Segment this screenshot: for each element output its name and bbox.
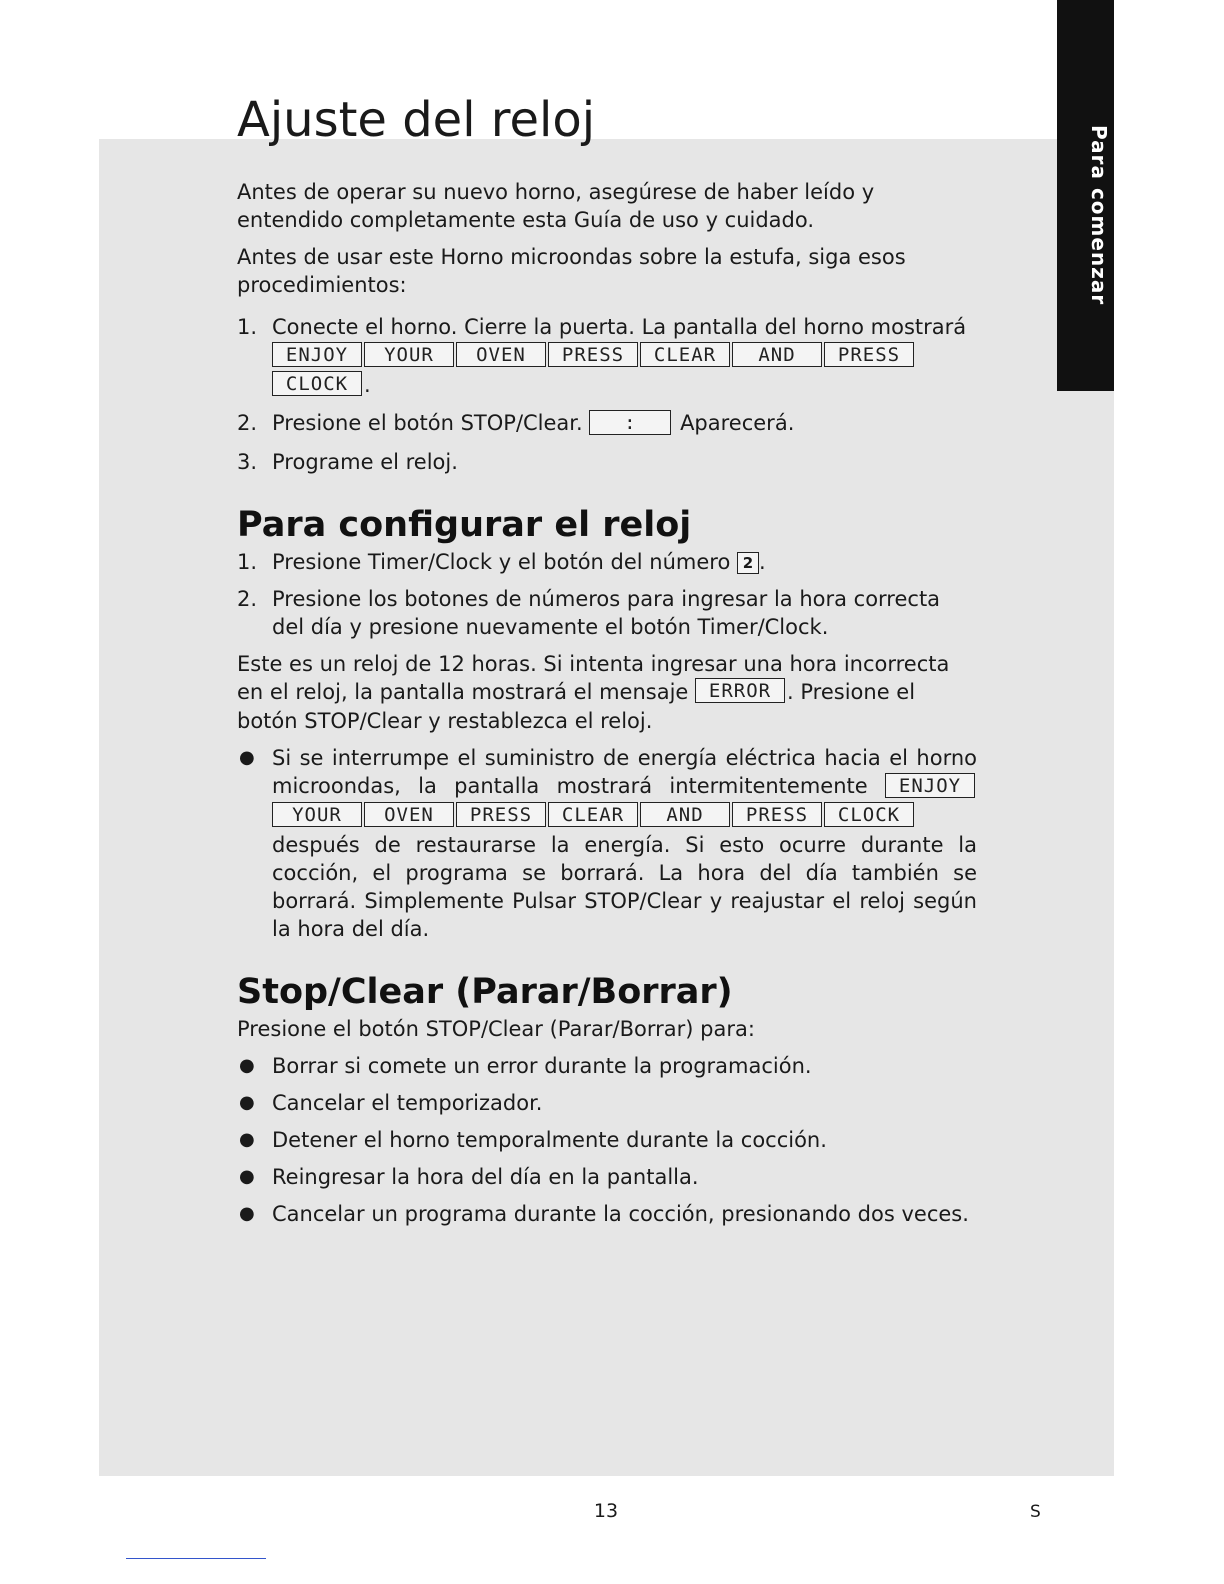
lcd-your: YOUR (272, 802, 362, 827)
lcd-press: PRESS (548, 342, 638, 367)
section-heading-config: Para configurar el reloj (237, 504, 692, 545)
setup-step-1: 1. Conecte el horno. Cierre la puerta. La pantalla del horno mostrará ENJOY YOUR OVEN PRESS CLEAR AND PRESSCLOCK . (237, 315, 967, 397)
lcd-error: ERROR (695, 678, 785, 703)
setup-step-3: 3. Programe el reloj. (237, 449, 458, 474)
lcd-clear: CLEAR (548, 802, 638, 827)
lcd-press: PRESS (456, 802, 546, 827)
config-step-2: 2. Presione los botones de números para ingresar la hora correcta del día y presione nuevamente el botón Timer/Clock. (237, 586, 941, 639)
lcd-enjoy: ENJOY (272, 342, 362, 367)
lcd-oven: OVEN (364, 802, 454, 827)
clock-note: Este es un reloj de 12 horas. Si intenta ingresar una hora incorrecta en el reloj, la pantalla mostrará el mensaje ERROR . Presione el botón STOP/Clear y restablezca el reloj. (237, 651, 950, 733)
intro-paragraph-1: Antes de operar su nuevo horno, asegúrese de haber leído y entendido completamente esta Guía de uso y cuidado. (237, 180, 875, 232)
lcd-clock: CLOCK (824, 802, 914, 827)
list-item: ● Borrar si comete un error durante la programación. (239, 1054, 812, 1078)
lcd-and: AND (640, 802, 730, 827)
stop-uses-list (237, 1052, 977, 1228)
lcd-enjoy: ENJOY (885, 773, 975, 798)
config-step-1: 1. Presione Timer/Clock y el botón del número 2 . (237, 549, 766, 574)
key-2-icon: 2 (737, 552, 759, 574)
lcd-clear: CLEAR (640, 342, 730, 367)
section-tab-label: Para comenzar (1087, 124, 1111, 306)
setup-step-2-text: Presione el botón STOP/Clear. (272, 411, 583, 435)
intro-paragraph-2: Antes de usar este Horno microondas sobre la estufa, siga esos procedimientos: (237, 245, 906, 297)
lcd-your: YOUR (364, 342, 454, 367)
stop-intro: Presione el botón STOP/Clear (Parar/Borrar) para: (237, 1017, 755, 1041)
list-item: ● Cancelar el temporizador. (239, 1091, 543, 1115)
language-code: S (1030, 1502, 1041, 1522)
power-note-list (237, 744, 977, 943)
footer-rule (126, 1558, 266, 1559)
power-note: ● Si se interrumpe el suministro de energía eléctrica hacia el horno microondas, la pantalla mostrará intermitentemente ENJOYYOUR OVEN PRESS CLEAR AND PRESS CLOCK después de restaurarse la energía. Si esto ocurre durante la cocción, el programa se borrará. La hora del día también se borrará. Simplemente Pulsar STOP/Clear y reajustar el reloj según la hora del día. (239, 746, 977, 941)
setup-step-1-text: Conecte el horno. Cierre la puerta. La pantalla del horno mostrará (272, 315, 967, 339)
list-item: ● Reingresar la hora del día en la pantalla. (239, 1165, 699, 1189)
page-content (237, 88, 977, 1237)
setup-step-3-text: Programe el reloj. (272, 449, 458, 474)
list-item: ● Detener el horno temporalmente durante la cocción. (239, 1128, 827, 1152)
lcd-clock: CLOCK (272, 371, 362, 396)
lcd-and: AND (732, 342, 822, 367)
lcd-time-blank: : (589, 410, 671, 435)
list-item: ● Cancelar un programa durante la cocción, presionando dos veces. (239, 1202, 969, 1226)
setup-step-2: 2. Presione el botón STOP/Clear. : Aparecerá. (237, 411, 795, 435)
page-title: Ajuste del reloj (237, 92, 596, 148)
section-heading-stop: Stop/Clear (Parar/Borrar) (237, 972, 733, 1012)
page-number: 13 (593, 1500, 619, 1522)
lcd-press-2: PRESS (732, 802, 822, 827)
config-steps (237, 548, 977, 641)
setup-steps (237, 313, 977, 476)
lcd-oven: OVEN (456, 342, 546, 367)
lcd-press-2: PRESS (824, 342, 914, 367)
